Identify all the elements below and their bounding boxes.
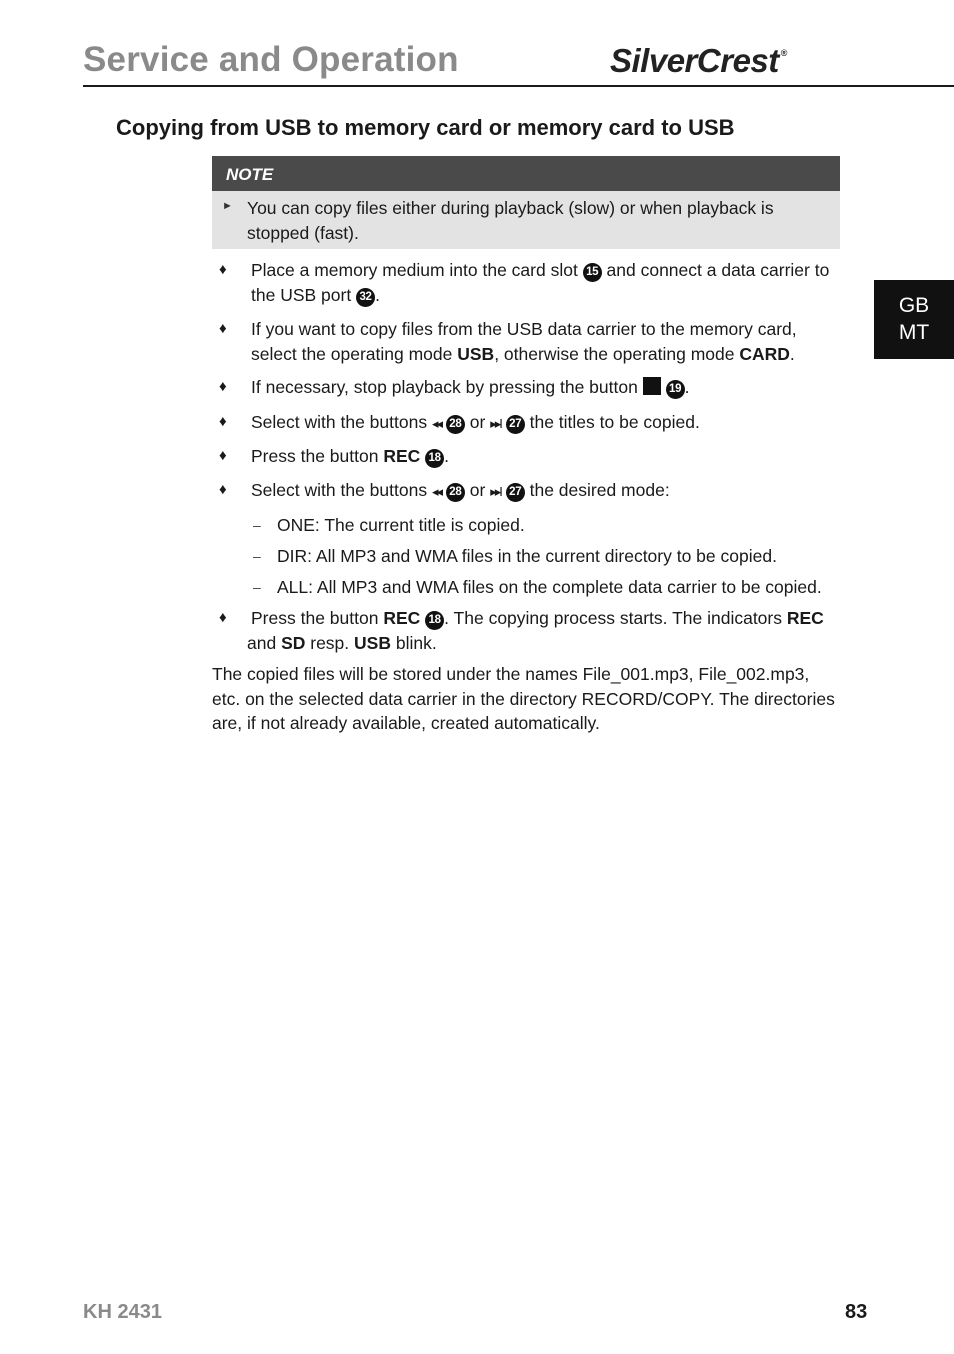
- header-rule: [83, 85, 954, 87]
- diamond-bullet-icon: ♦: [219, 320, 227, 337]
- diamond-bullet-icon: ♦: [219, 447, 227, 464]
- page-number: 83: [845, 1301, 868, 1323]
- list-item: Select with the buttons ◂◂ 28 or ▸▸I 27 the titles to be copied.: [251, 412, 700, 432]
- number-badge: 19: [666, 380, 685, 399]
- arrow-right-icon: ►: [222, 200, 233, 212]
- list-item: Select with the buttons ◂◂ 28 or ▸▸I 27 the desired mode:: [251, 480, 670, 500]
- diamond-bullet-icon: ♦: [219, 609, 227, 626]
- diamond-bullet-icon: ♦: [219, 261, 227, 278]
- number-badge: 32: [356, 288, 375, 307]
- list-item: If necessary, stop playback by pressing the button 19 .: [251, 377, 690, 397]
- mode-item: ONE: The current title is copied.: [277, 515, 525, 535]
- footer-model: KH 2431: [83, 1301, 162, 1323]
- rewind-icon: ◂◂: [431, 416, 442, 431]
- number-badge: 18: [425, 449, 444, 468]
- dash-bullet: –: [253, 517, 261, 533]
- list-item: Press the button REC 18 . The copying process starts. The indicators REC and SD resp. USB blink.: [247, 608, 824, 653]
- language-code: GB: [898, 294, 930, 317]
- section-heading: Copying from USB to memory card or memory card to USB: [116, 115, 735, 140]
- page-title: Service and Operation: [83, 40, 459, 79]
- note-text: You can copy files either during playback (slow) or when playback is stopped (fast).: [247, 198, 774, 243]
- diamond-bullet-icon: ♦: [219, 481, 227, 498]
- number-badge: 28: [446, 483, 465, 502]
- diamond-bullet-icon: ♦: [219, 378, 227, 395]
- brand-name: SilverCrest: [610, 42, 779, 79]
- mode-item: ALL: All MP3 and WMA files on the complete data carrier to be copied.: [277, 577, 822, 597]
- diamond-bullet-icon: ♦: [219, 413, 227, 430]
- skip-forward-icon: ▸▸I: [490, 484, 501, 499]
- brand-logo: [610, 42, 787, 80]
- registered-mark: ®: [780, 48, 787, 58]
- number-badge: 18: [425, 611, 444, 630]
- list-item: Place a memory medium into the card slot 15 and connect a data carrier to the USB port 32 .: [251, 260, 830, 305]
- number-badge: 27: [506, 415, 525, 434]
- number-badge: 28: [446, 415, 465, 434]
- dash-bullet: –: [253, 548, 261, 564]
- language-code: MT: [898, 321, 930, 344]
- number-badge: 27: [506, 483, 525, 502]
- number-badge: 15: [583, 263, 602, 282]
- list-item: If you want to copy files from the USB data carrier to the memory card, select the operating mode USB, otherwise the operating mode CARD.: [251, 319, 797, 364]
- list-item: Press the button REC 18 .: [251, 446, 450, 466]
- language-tab: [874, 280, 954, 359]
- dash-bullet: –: [253, 579, 261, 595]
- mode-item: DIR: All MP3 and WMA files in the current directory to be copied.: [277, 546, 777, 566]
- rewind-icon: ◂◂: [431, 484, 442, 499]
- skip-forward-icon: ▸▸I: [490, 416, 501, 431]
- closing-paragraph: The copied files will be stored under the names File_001.mp3, File_002.mp3, etc. on the selected data carrier in the directory RECORD/COPY. The directories are, if not already available, created automatically.: [212, 664, 835, 733]
- note-title: NOTE: [226, 165, 274, 184]
- stop-icon: [643, 377, 661, 395]
- note-header: [212, 156, 840, 191]
